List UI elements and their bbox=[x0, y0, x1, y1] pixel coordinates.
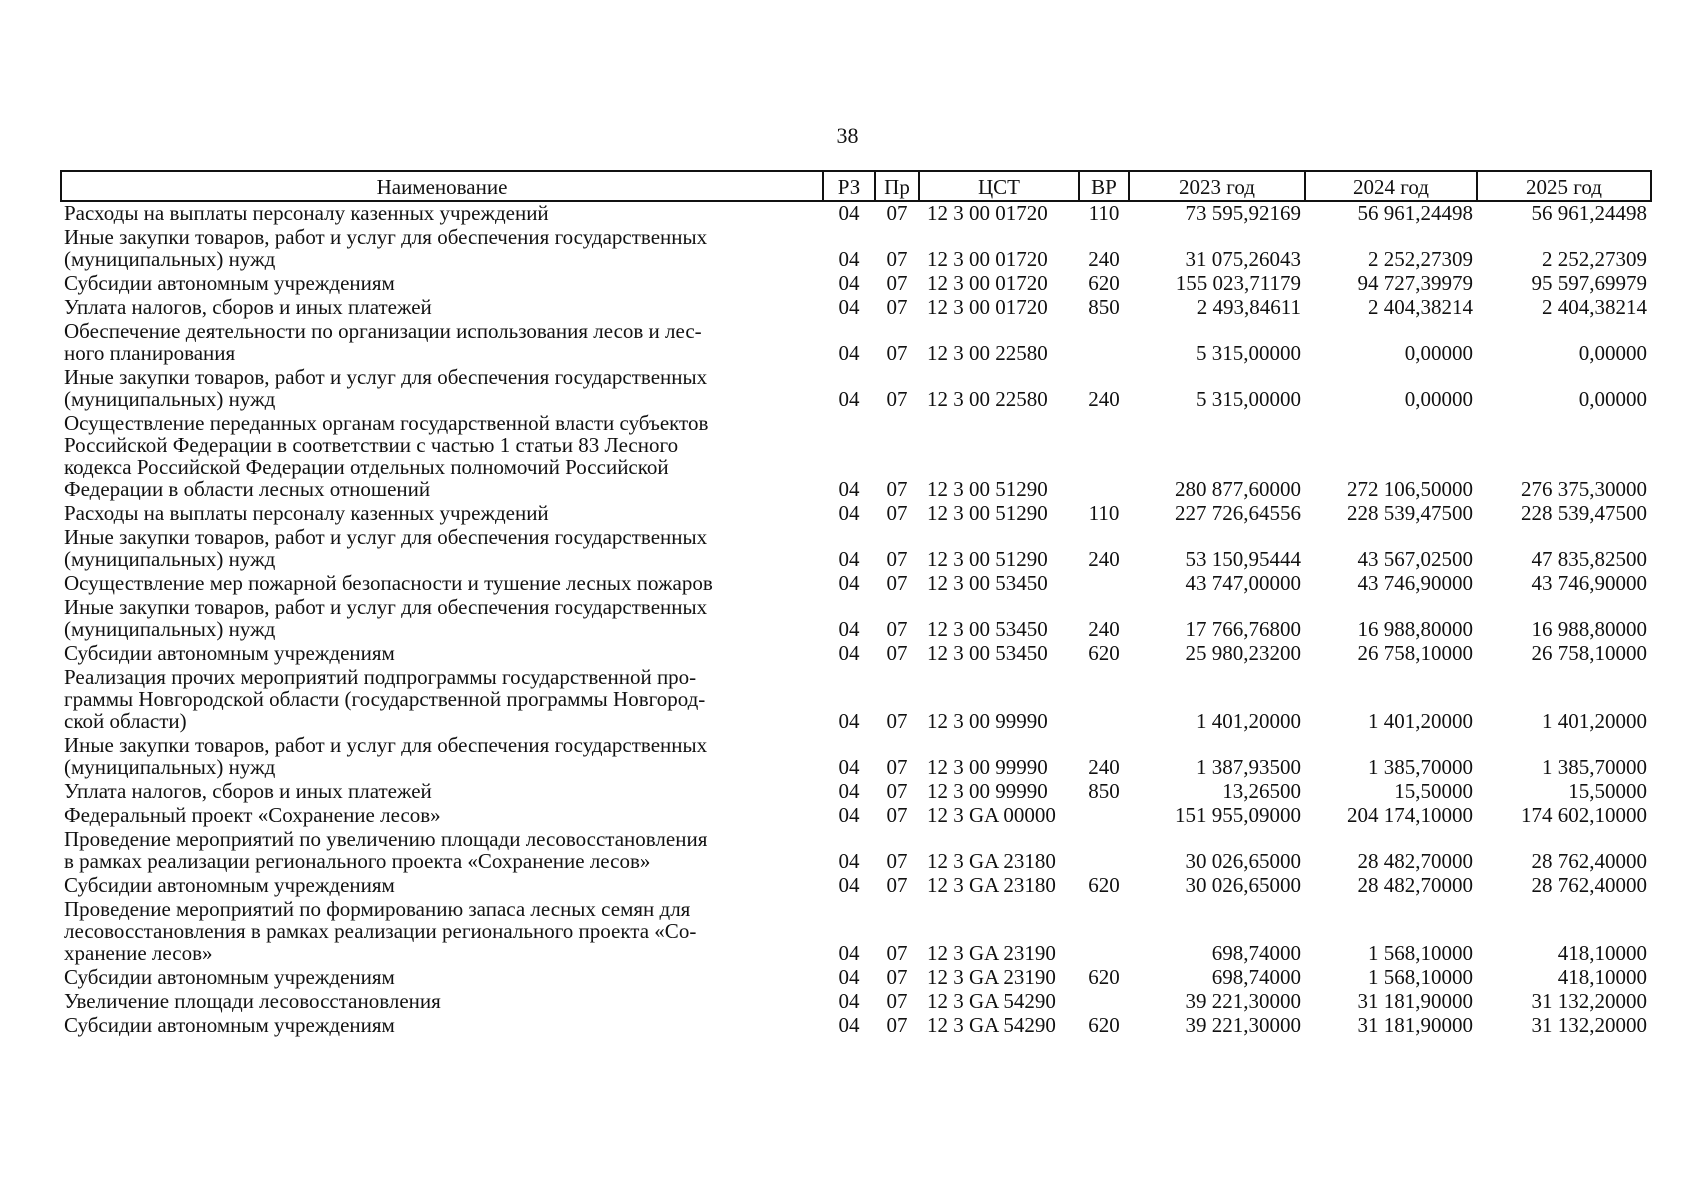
header-rz: РЗ bbox=[823, 171, 875, 201]
row-rz-cell: 04 bbox=[838, 965, 860, 989]
row-pr-cell: 07 bbox=[886, 501, 908, 525]
row-2024-cell: 2 252,27309 bbox=[1368, 247, 1473, 271]
row-vr-cell: 240 bbox=[1088, 547, 1120, 571]
row-cst-cell: 12 3 00 01720 bbox=[927, 201, 1048, 225]
row-vr-cell: 240 bbox=[1088, 617, 1120, 641]
row-2024-cell: 56 961,24498 bbox=[1357, 201, 1473, 225]
row-rz-cell: 04 bbox=[838, 849, 860, 873]
row-rz-cell: 04 bbox=[838, 617, 860, 641]
row-rz-cell: 04 bbox=[838, 779, 860, 803]
row-cst-cell: 12 3 00 01720 bbox=[927, 295, 1048, 319]
table-row bbox=[61, 828, 1651, 874]
row-name-cell: Осуществление переданных органам государственной власти субъектов Российской Федерации в соответствии с частью 1 статьи 83 Лесного кодекса Российской Федерации отдельных полномочий Российской Федерации в области лесных отношений bbox=[64, 411, 709, 501]
row-cst-cell: 12 3 00 99990 bbox=[927, 779, 1048, 803]
row-2024-cell: 1 568,10000 bbox=[1368, 941, 1473, 965]
table-row bbox=[61, 1014, 1651, 1038]
row-2023-cell: 698,74000 bbox=[1211, 965, 1301, 989]
row-2024-cell: 28 482,70000 bbox=[1357, 849, 1473, 873]
row-vr-cell: 620 bbox=[1088, 873, 1120, 897]
row-rz-cell: 04 bbox=[838, 201, 860, 225]
row-2024-cell: 94 727,39979 bbox=[1357, 271, 1473, 295]
row-2023-cell: 73 595,92169 bbox=[1185, 201, 1301, 225]
row-pr-cell: 07 bbox=[886, 477, 908, 501]
row-2025-cell: 0,00000 bbox=[1578, 387, 1647, 411]
row-2023-cell: 5 315,00000 bbox=[1196, 341, 1301, 365]
row-2025-cell: 418,10000 bbox=[1557, 941, 1647, 965]
row-pr-cell: 07 bbox=[886, 941, 908, 965]
row-2025-cell: 1 385,70000 bbox=[1542, 755, 1647, 779]
row-2023-cell: 1 387,93500 bbox=[1196, 755, 1301, 779]
row-2023-cell: 155 023,71179 bbox=[1175, 271, 1301, 295]
row-pr-cell: 07 bbox=[886, 779, 908, 803]
row-vr-cell bbox=[1079, 990, 1129, 1014]
row-cst-cell: 12 3 GA 54290 bbox=[927, 989, 1056, 1013]
row-2023-cell: 17 766,76800 bbox=[1185, 617, 1301, 641]
row-name-cell: Осуществление мер пожарной безопасности и тушение лесных пожаров bbox=[64, 571, 713, 595]
row-pr-cell: 07 bbox=[886, 617, 908, 641]
table-body bbox=[61, 201, 1651, 1038]
row-2025-cell: 95 597,69979 bbox=[1531, 271, 1647, 295]
row-2025-cell: 2 404,38214 bbox=[1542, 295, 1647, 319]
row-pr-cell: 07 bbox=[886, 641, 908, 665]
row-name-cell: Иные закупки товаров, работ и услуг для обеспечения государственных (муниципальных) нужд bbox=[64, 525, 708, 571]
row-2024-cell: 15,50000 bbox=[1394, 779, 1473, 803]
row-vr-cell: 240 bbox=[1088, 387, 1120, 411]
row-cst-cell: 12 3 00 22580 bbox=[927, 387, 1048, 411]
row-vr-cell bbox=[1079, 804, 1129, 828]
row-rz-cell: 04 bbox=[838, 873, 860, 897]
row-2024-cell: 16 988,80000 bbox=[1357, 617, 1473, 641]
budget-table bbox=[60, 170, 1652, 1038]
row-2023-cell: 53 150,95444 bbox=[1185, 547, 1301, 571]
row-pr-cell: 07 bbox=[886, 803, 908, 827]
row-pr-cell: 07 bbox=[886, 271, 908, 295]
table-row bbox=[61, 734, 1651, 780]
row-pr-cell: 07 bbox=[886, 247, 908, 271]
row-vr-cell bbox=[1079, 412, 1129, 502]
row-cst-cell: 12 3 GA 00000 bbox=[927, 803, 1056, 827]
row-2023-cell: 39 221,30000 bbox=[1185, 1013, 1301, 1037]
page-number: 38 bbox=[836, 123, 859, 148]
row-2023-cell: 31 075,26043 bbox=[1185, 247, 1301, 271]
row-name-cell: Субсидии автономным учреждениям bbox=[64, 1013, 395, 1037]
row-2025-cell: 26 758,10000 bbox=[1531, 641, 1647, 665]
row-2023-cell: 698,74000 bbox=[1211, 941, 1301, 965]
table-row bbox=[61, 572, 1651, 596]
row-cst-cell: 12 3 00 51290 bbox=[927, 501, 1048, 525]
row-2024-cell: 43 567,02500 bbox=[1357, 547, 1473, 571]
row-2025-cell: 15,50000 bbox=[1568, 779, 1647, 803]
row-2024-cell: 204 174,10000 bbox=[1347, 803, 1473, 827]
row-cst-cell: 12 3 00 51290 bbox=[927, 547, 1048, 571]
row-rz-cell: 04 bbox=[838, 803, 860, 827]
row-vr-cell: 110 bbox=[1088, 501, 1120, 525]
row-name-cell: Уплата налогов, сборов и иных платежей bbox=[64, 779, 432, 803]
row-2023-cell: 227 726,64556 bbox=[1175, 501, 1301, 525]
table-row bbox=[61, 780, 1651, 804]
row-vr-cell: 620 bbox=[1088, 965, 1120, 989]
row-vr-cell: 850 bbox=[1088, 779, 1120, 803]
row-cst-cell: 12 3 GA 54290 bbox=[927, 1013, 1056, 1037]
row-2025-cell: 16 988,80000 bbox=[1531, 617, 1647, 641]
row-vr-cell bbox=[1079, 828, 1129, 874]
header-2023: 2023 год bbox=[1129, 171, 1305, 201]
header-2024: 2024 год bbox=[1305, 171, 1477, 201]
row-rz-cell: 04 bbox=[838, 341, 860, 365]
row-2024-cell: 31 181,90000 bbox=[1357, 989, 1473, 1013]
row-pr-cell: 07 bbox=[886, 965, 908, 989]
row-2024-cell: 2 404,38214 bbox=[1368, 295, 1473, 319]
row-cst-cell: 12 3 00 99990 bbox=[927, 755, 1048, 779]
row-2023-cell: 151 955,09000 bbox=[1175, 803, 1301, 827]
row-2025-cell: 31 132,20000 bbox=[1531, 1013, 1647, 1037]
table-row bbox=[61, 990, 1651, 1014]
row-2023-cell: 2 493,84611 bbox=[1196, 295, 1301, 319]
row-2025-cell: 228 539,47500 bbox=[1521, 501, 1647, 525]
row-name-cell: Расходы на выплаты персоналу казенных учреждений bbox=[64, 201, 549, 225]
row-vr-cell bbox=[1079, 320, 1129, 366]
row-name-cell: Иные закупки товаров, работ и услуг для обеспечения государственных (муниципальных) нужд bbox=[64, 595, 708, 641]
row-cst-cell: 12 3 00 22580 bbox=[927, 341, 1048, 365]
row-2023-cell: 13,26500 bbox=[1222, 779, 1301, 803]
row-name-cell: Уплата налогов, сборов и иных платежей bbox=[64, 295, 432, 319]
row-name-cell: Реализация прочих мероприятий подпрограммы государственной про- граммы Новгородской области (государственной программы Новгород- ской области) bbox=[64, 665, 706, 733]
row-2025-cell: 28 762,40000 bbox=[1531, 873, 1647, 897]
row-rz-cell: 04 bbox=[838, 571, 860, 595]
row-name-cell: Иные закупки товаров, работ и услуг для обеспечения государственных (муниципальных) нужд bbox=[64, 365, 708, 411]
row-2023-cell: 25 980,23200 bbox=[1185, 641, 1301, 665]
row-2023-cell: 30 026,65000 bbox=[1185, 873, 1301, 897]
row-pr-cell: 07 bbox=[886, 547, 908, 571]
header-pr: Пр bbox=[875, 171, 919, 201]
row-pr-cell: 07 bbox=[886, 201, 908, 225]
row-pr-cell: 07 bbox=[886, 387, 908, 411]
row-2025-cell: 418,10000 bbox=[1557, 965, 1647, 989]
row-pr-cell: 07 bbox=[886, 755, 908, 779]
table-row bbox=[61, 296, 1651, 320]
row-cst-cell: 12 3 00 99990 bbox=[927, 709, 1048, 733]
row-2023-cell: 39 221,30000 bbox=[1185, 989, 1301, 1013]
row-rz-cell: 04 bbox=[838, 295, 860, 319]
row-name-cell: Субсидии автономным учреждениям bbox=[64, 873, 395, 897]
row-rz-cell: 04 bbox=[838, 387, 860, 411]
row-rz-cell: 04 bbox=[838, 755, 860, 779]
header-2025: 2025 год bbox=[1477, 171, 1651, 201]
row-pr-cell: 07 bbox=[886, 849, 908, 873]
table-row bbox=[61, 874, 1651, 898]
table-row bbox=[61, 320, 1651, 366]
row-vr-cell bbox=[1079, 898, 1129, 966]
row-2023-cell: 280 877,60000 bbox=[1175, 477, 1301, 501]
row-2025-cell: 28 762,40000 bbox=[1531, 849, 1647, 873]
row-vr-cell: 620 bbox=[1088, 1013, 1120, 1037]
table-row bbox=[61, 642, 1651, 666]
table-row bbox=[61, 226, 1651, 272]
row-rz-cell: 04 bbox=[838, 247, 860, 271]
row-2024-cell: 0,00000 bbox=[1404, 387, 1473, 411]
row-vr-cell: 620 bbox=[1088, 271, 1120, 295]
row-vr-cell bbox=[1079, 572, 1129, 596]
row-2024-cell: 272 106,50000 bbox=[1347, 477, 1473, 501]
row-cst-cell: 12 3 00 53450 bbox=[927, 571, 1048, 595]
row-pr-cell: 07 bbox=[886, 989, 908, 1013]
row-2024-cell: 1 568,10000 bbox=[1368, 965, 1473, 989]
table-row bbox=[61, 412, 1651, 502]
row-cst-cell: 12 3 00 53450 bbox=[927, 641, 1048, 665]
row-pr-cell: 07 bbox=[886, 709, 908, 733]
header-vr: ВР bbox=[1079, 171, 1129, 201]
header-cst: ЦСТ bbox=[919, 171, 1079, 201]
row-2023-cell: 1 401,20000 bbox=[1196, 709, 1301, 733]
row-rz-cell: 04 bbox=[838, 941, 860, 965]
row-2023-cell: 30 026,65000 bbox=[1185, 849, 1301, 873]
row-2025-cell: 276 375,30000 bbox=[1521, 477, 1647, 501]
row-2024-cell: 31 181,90000 bbox=[1357, 1013, 1473, 1037]
row-name-cell: Субсидии автономным учреждениям bbox=[64, 965, 395, 989]
row-rz-cell: 04 bbox=[838, 477, 860, 501]
row-name-cell: Федеральный проект «Сохранение лесов» bbox=[64, 803, 441, 827]
table-row bbox=[61, 272, 1651, 296]
row-2024-cell: 228 539,47500 bbox=[1347, 501, 1473, 525]
row-vr-cell: 240 bbox=[1088, 247, 1120, 271]
row-cst-cell: 12 3 GA 23180 bbox=[927, 849, 1056, 873]
table-row bbox=[61, 596, 1651, 642]
header-name: Наименование bbox=[61, 171, 823, 201]
row-rz-cell: 04 bbox=[838, 501, 860, 525]
row-name-cell: Иные закупки товаров, работ и услуг для обеспечения государственных (муниципальных) нужд bbox=[64, 733, 708, 779]
table-row bbox=[61, 526, 1651, 572]
table-row bbox=[61, 502, 1651, 526]
row-2024-cell: 26 758,10000 bbox=[1357, 641, 1473, 665]
row-2025-cell: 56 961,24498 bbox=[1531, 201, 1647, 225]
row-rz-cell: 04 bbox=[838, 709, 860, 733]
row-2025-cell: 43 746,90000 bbox=[1531, 571, 1647, 595]
row-2023-cell: 43 747,00000 bbox=[1185, 571, 1301, 595]
row-pr-cell: 07 bbox=[886, 341, 908, 365]
row-cst-cell: 12 3 00 51290 bbox=[927, 477, 1048, 501]
table-row bbox=[61, 804, 1651, 828]
row-2025-cell: 174 602,10000 bbox=[1521, 803, 1647, 827]
row-rz-cell: 04 bbox=[838, 1013, 860, 1037]
row-name-cell: Иные закупки товаров, работ и услуг для обеспечения государственных (муниципальных) нужд bbox=[64, 225, 708, 271]
row-rz-cell: 04 bbox=[838, 271, 860, 295]
row-cst-cell: 12 3 GA 23190 bbox=[927, 941, 1056, 965]
table-row bbox=[61, 898, 1651, 966]
row-2023-cell: 5 315,00000 bbox=[1196, 387, 1301, 411]
row-2024-cell: 0,00000 bbox=[1404, 341, 1473, 365]
row-vr-cell: 240 bbox=[1088, 755, 1120, 779]
table-row bbox=[61, 201, 1651, 226]
row-2024-cell: 43 746,90000 bbox=[1357, 571, 1473, 595]
table-row bbox=[61, 966, 1651, 990]
row-2025-cell: 0,00000 bbox=[1578, 341, 1647, 365]
row-rz-cell: 04 bbox=[838, 547, 860, 571]
row-2025-cell: 31 132,20000 bbox=[1531, 989, 1647, 1013]
row-rz-cell: 04 bbox=[838, 989, 860, 1013]
row-name-cell: Проведение мероприятий по формированию запаса лесных семян для лесовосстановления в рамках реализации регионального проекта «Со- хранение лесов» bbox=[64, 897, 697, 965]
row-2025-cell: 1 401,20000 bbox=[1542, 709, 1647, 733]
table-row bbox=[61, 366, 1651, 412]
row-pr-cell: 07 bbox=[886, 295, 908, 319]
row-name-cell: Субсидии автономным учреждениям bbox=[64, 641, 395, 665]
row-pr-cell: 07 bbox=[886, 1013, 908, 1037]
row-vr-cell bbox=[1079, 666, 1129, 734]
row-rz-cell: 04 bbox=[838, 641, 860, 665]
header-row bbox=[61, 171, 1651, 201]
row-cst-cell: 12 3 00 01720 bbox=[927, 247, 1048, 271]
row-pr-cell: 07 bbox=[886, 571, 908, 595]
table-row bbox=[61, 666, 1651, 734]
row-pr-cell: 07 bbox=[886, 873, 908, 897]
table-header bbox=[61, 171, 1651, 201]
row-name-cell: Увеличение площади лесовосстановления bbox=[64, 989, 441, 1013]
row-cst-cell: 12 3 00 01720 bbox=[927, 271, 1048, 295]
row-2024-cell: 1 385,70000 bbox=[1368, 755, 1473, 779]
row-2024-cell: 1 401,20000 bbox=[1368, 709, 1473, 733]
row-cst-cell: 12 3 00 53450 bbox=[927, 617, 1048, 641]
row-cst-cell: 12 3 GA 23190 bbox=[927, 965, 1056, 989]
row-vr-cell: 110 bbox=[1088, 201, 1120, 225]
row-cst-cell: 12 3 GA 23180 bbox=[927, 873, 1056, 897]
row-2025-cell: 2 252,27309 bbox=[1542, 247, 1647, 271]
row-2025-cell: 47 835,82500 bbox=[1531, 547, 1647, 571]
row-name-cell: Расходы на выплаты персоналу казенных учреждений bbox=[64, 501, 549, 525]
row-name-cell: Обеспечение деятельности по организации использования лесов и лес- ного планирования bbox=[64, 319, 702, 365]
row-vr-cell: 850 bbox=[1088, 295, 1120, 319]
row-vr-cell: 620 bbox=[1088, 641, 1120, 665]
row-name-cell: Проведение мероприятий по увеличению площади лесовосстановления в рамках реализации регионального проекта «Сохранение лесов» bbox=[64, 827, 708, 873]
row-name-cell: Субсидии автономным учреждениям bbox=[64, 271, 395, 295]
row-2024-cell: 28 482,70000 bbox=[1357, 873, 1473, 897]
